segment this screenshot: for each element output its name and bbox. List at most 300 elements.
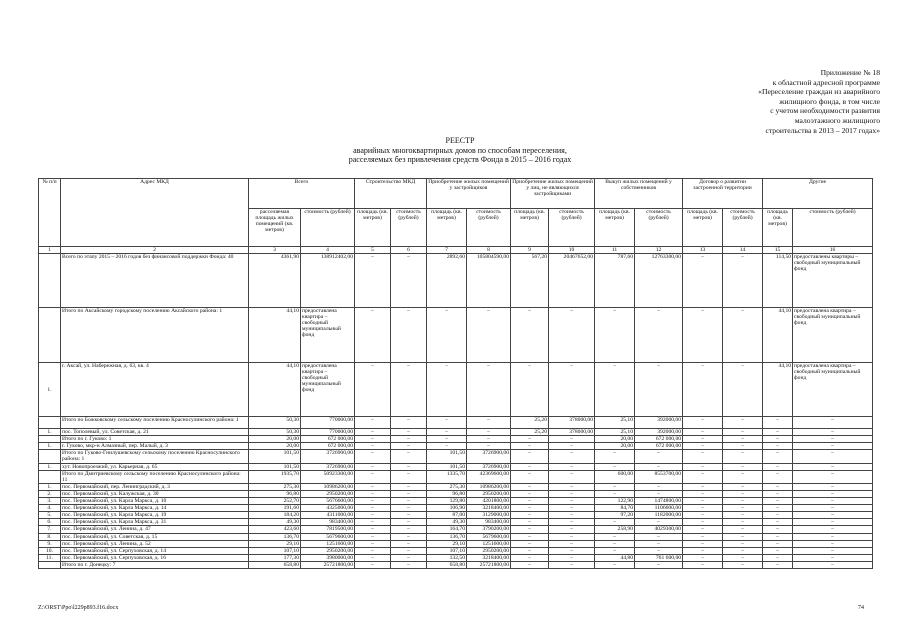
table-row	[39, 436, 873, 443]
purchase-nonbuilders-cost: –	[549, 483, 595, 490]
other-cost: –	[793, 429, 873, 436]
buyout-cost: 672 000,00	[635, 443, 683, 450]
other-cost: –	[793, 547, 873, 554]
buyout-cost: 8553700,00	[635, 470, 683, 483]
purchase-nonbuilders-cost: –	[549, 498, 595, 505]
buyout-cost: –	[635, 308, 683, 363]
construction-area: –	[355, 254, 391, 308]
construction-area: –	[355, 526, 391, 533]
subheader-area: площадь (кв. метров)	[427, 209, 467, 247]
row-address: Итого по Гуково-Гнилушевскому сельскому поселению Красносулинского района: 1	[61, 450, 249, 463]
territory-cost: –	[723, 308, 763, 363]
table-row	[39, 540, 873, 547]
total-cost: предоставлена квартира – свободный муниципальный фонд	[301, 363, 355, 417]
construction-cost: –	[391, 363, 427, 417]
subheader-area: площадь (кв. метров)	[355, 209, 391, 247]
territory-cost: –	[723, 463, 763, 470]
purchase-nonbuilders-area: –	[511, 443, 549, 450]
row-number: 10.	[39, 547, 61, 554]
buyout-cost: 761 600,00	[635, 554, 683, 561]
total-area: 423,60	[249, 526, 301, 533]
registry-table	[38, 178, 873, 569]
territory-cost: –	[723, 450, 763, 463]
purchase-builders-cost: –	[467, 308, 511, 363]
purchase-builders-cost: 3790200,00	[467, 526, 511, 533]
purchase-builders-area: 29,10	[427, 540, 467, 547]
buyout-area: –	[595, 463, 635, 470]
subheader-cost: стоимость (рублей)	[301, 209, 355, 247]
purchase-nonbuilders-cost: –	[549, 450, 595, 463]
construction-area: –	[355, 429, 391, 436]
total-cost: 7819500,00	[301, 526, 355, 533]
construction-area: –	[355, 540, 391, 547]
buyout-cost: –	[635, 363, 683, 417]
row-number	[39, 254, 61, 308]
territory-cost: –	[723, 540, 763, 547]
territory-area: –	[683, 490, 723, 497]
buyout-cost: –	[635, 519, 683, 526]
subheader-cost: стоимость (рублей)	[467, 209, 511, 247]
total-cost: 4325000,00	[301, 505, 355, 512]
purchase-builders-area: 96,80	[427, 490, 467, 497]
row-address: пос. Первомайский, пер. Ленинградский, д. 3	[61, 483, 249, 490]
row-address: пос. Первомайский, ул. Карла Маркса, д. 19	[61, 512, 249, 519]
buyout-area: –	[595, 540, 635, 547]
other-area: 44,10	[763, 308, 793, 363]
subheader-cost: стоимость (рублей)	[793, 209, 873, 247]
other-area: –	[763, 498, 793, 505]
purchase-nonbuilders-cost: –	[549, 540, 595, 547]
construction-area: –	[355, 498, 391, 505]
column-number: 6	[391, 247, 427, 254]
buyout-area: 84,70	[595, 505, 635, 512]
table-row	[39, 470, 873, 483]
row-number	[39, 308, 61, 363]
row-address: Итого по Аксайскому городскому поселению Аксайского района: 1	[61, 308, 249, 363]
table-row	[39, 554, 873, 561]
territory-cost: –	[723, 443, 763, 450]
other-area: –	[763, 533, 793, 540]
territory-area: –	[683, 417, 723, 429]
header-purchase-builders: Приобретение жилых помещений у застройщиков	[427, 179, 511, 209]
purchase-builders-cost: 5679600,00	[467, 533, 511, 540]
purchase-builders-cost: –	[467, 429, 511, 436]
construction-area: –	[355, 533, 391, 540]
header-no: № п/п	[39, 179, 61, 247]
other-area: –	[763, 519, 793, 526]
other-area: –	[763, 561, 793, 568]
territory-cost: –	[723, 512, 763, 519]
table-row	[39, 450, 873, 463]
purchase-nonbuilders-area: –	[511, 561, 549, 568]
appendix-line: строительства в 2013 – 2017 годах»	[765, 125, 880, 135]
total-cost: 50923300,00	[301, 470, 355, 483]
purchase-nonbuilders-area: –	[511, 483, 549, 490]
header-construction: Строительство МКД	[355, 179, 427, 209]
purchase-builders-cost: –	[467, 417, 511, 429]
territory-area: –	[683, 429, 723, 436]
row-address: пос. Первомайский, ул. Карла Маркса, д. 14	[61, 505, 249, 512]
row-address: пос. Первомайский, ул. Серпуховская, д. 16	[61, 554, 249, 561]
total-area: 101,50	[249, 463, 301, 470]
total-cost: 5679600,00	[301, 533, 355, 540]
construction-area: –	[355, 561, 391, 568]
other-cost: –	[793, 498, 873, 505]
territory-cost: –	[723, 254, 763, 308]
appendix-block	[660, 68, 880, 135]
purchase-nonbuilders-cost: –	[549, 490, 595, 497]
purchase-builders-cost: 2950200,00	[467, 490, 511, 497]
construction-cost: –	[391, 561, 427, 568]
other-cost: предоставлена квартира – свободный муниципальный фонд	[793, 308, 873, 363]
other-cost: –	[793, 540, 873, 547]
other-cost: –	[793, 519, 873, 526]
column-number: 12	[635, 247, 683, 254]
total-area: 96,80	[249, 490, 301, 497]
purchase-nonbuilders-cost: –	[549, 512, 595, 519]
purchase-builders-cost: 3129000,00	[467, 512, 511, 519]
total-cost: 25721800,00	[301, 561, 355, 568]
subheader-area: площадь (кв. метров)	[595, 209, 635, 247]
purchase-builders-area: 2892,60	[427, 254, 467, 308]
other-area: –	[763, 483, 793, 490]
territory-area: –	[683, 470, 723, 483]
purchase-builders-cost: –	[467, 443, 511, 450]
purchase-nonbuilders-area: –	[511, 533, 549, 540]
purchase-nonbuilders-cost: –	[549, 533, 595, 540]
purchase-nonbuilders-area: –	[511, 363, 549, 417]
construction-area: –	[355, 363, 391, 417]
purchase-builders-area: 49,30	[427, 519, 467, 526]
total-area: 101,50	[249, 450, 301, 463]
title-line: расселяемых без привлечения средств Фонда в 2015 – 2016 годах	[348, 155, 572, 165]
purchase-nonbuilders-cost: –	[549, 554, 595, 561]
other-cost: –	[793, 443, 873, 450]
territory-area: –	[683, 254, 723, 308]
row-number: 6.	[39, 519, 61, 526]
other-area: –	[763, 547, 793, 554]
purchase-builders-area: –	[427, 417, 467, 429]
purchase-builders-cost: –	[467, 436, 511, 443]
purchase-nonbuilders-cost: 20467652,00	[549, 254, 595, 308]
territory-cost: –	[723, 490, 763, 497]
other-cost: предоставлена квартира – свободный муниципальный фонд	[793, 363, 873, 417]
table-row	[39, 363, 873, 417]
purchase-nonbuilders-area: –	[511, 490, 549, 497]
territory-area: –	[683, 561, 723, 568]
purchase-nonbuilders-area: –	[511, 554, 549, 561]
purchase-nonbuilders-area: –	[511, 512, 549, 519]
total-area: 252,70	[249, 498, 301, 505]
buyout-area: –	[595, 483, 635, 490]
row-number: 1.	[39, 363, 61, 417]
purchase-builders-area: 132,50	[427, 554, 467, 561]
total-cost: 3980000,00	[301, 554, 355, 561]
buyout-area: –	[595, 547, 635, 554]
total-cost: 672 000,00	[301, 436, 355, 443]
total-cost: 2950200,00	[301, 547, 355, 554]
purchase-builders-cost: 10986200,00	[467, 483, 511, 490]
construction-area: –	[355, 554, 391, 561]
total-area: 29,10	[249, 540, 301, 547]
construction-cost: –	[391, 540, 427, 547]
buyout-area: 25,10	[595, 417, 635, 429]
total-cost: 4311000,00	[301, 512, 355, 519]
total-area: 44,10	[249, 363, 301, 417]
row-number: 1.	[39, 429, 61, 436]
purchase-builders-area: –	[427, 443, 467, 450]
row-address: пос. Первомайский, ул. Советская, д. 15	[61, 533, 249, 540]
total-cost: 983400,00	[301, 519, 355, 526]
column-number: 8	[467, 247, 511, 254]
buyout-area: 97,20	[595, 512, 635, 519]
construction-cost: –	[391, 490, 427, 497]
construction-area: –	[355, 490, 391, 497]
row-address: пос. Первомайский, ул. Калужская, д. 30	[61, 490, 249, 497]
purchase-nonbuilders-area: –	[511, 526, 549, 533]
construction-cost: –	[391, 436, 427, 443]
appendix-line: малоэтажного жилищного	[794, 115, 880, 125]
table-row	[39, 547, 873, 554]
other-cost: –	[793, 505, 873, 512]
row-number: 8.	[39, 533, 61, 540]
title-line: РЕЕСТР	[445, 136, 475, 145]
purchase-builders-area: 658,80	[427, 561, 467, 568]
subheader-area: площадь (кв. метров)	[763, 209, 793, 247]
row-number	[39, 436, 61, 443]
construction-cost: –	[391, 470, 427, 483]
total-area: 50,30	[249, 429, 301, 436]
row-number: 7.	[39, 526, 61, 533]
appendix-line: Приложение № 18	[820, 68, 880, 77]
total-cost: 2950200,00	[301, 490, 355, 497]
buyout-cost: –	[635, 540, 683, 547]
buyout-area: 122,90	[595, 498, 635, 505]
table-row	[39, 483, 873, 490]
purchase-nonbuilders-cost: –	[549, 470, 595, 483]
purchase-nonbuilders-cost: –	[549, 436, 595, 443]
other-cost: –	[793, 436, 873, 443]
purchase-nonbuilders-cost: –	[549, 463, 595, 470]
buyout-cost: 12763300,00	[635, 254, 683, 308]
column-number: 11	[595, 247, 635, 254]
purchase-nonbuilders-area: 567,20	[511, 254, 549, 308]
purchase-nonbuilders-cost: –	[549, 519, 595, 526]
column-number: 4	[301, 247, 355, 254]
purchase-builders-area: 164,70	[427, 526, 467, 533]
row-address: пос. Первомайский, ул. Карла Маркса, д. 31	[61, 519, 249, 526]
row-number: 11.	[39, 554, 61, 561]
purchase-nonbuilders-area: –	[511, 450, 549, 463]
header-purchase-nonbuilders: Приобретение жилых помещений у лиц, не являющихся застройщиками	[511, 179, 595, 209]
purchase-builders-area: 107,10	[427, 547, 467, 554]
construction-area: –	[355, 470, 391, 483]
header-address: Адрес МКД	[61, 179, 249, 247]
construction-cost: –	[391, 450, 427, 463]
purchase-builders-area: 275,30	[427, 483, 467, 490]
other-area: –	[763, 512, 793, 519]
other-cost: –	[793, 512, 873, 519]
territory-cost: –	[723, 554, 763, 561]
construction-cost: –	[391, 483, 427, 490]
subheader-area: площадь (кв. метров)	[511, 209, 549, 247]
construction-cost: –	[391, 526, 427, 533]
row-number: 5.	[39, 512, 61, 519]
column-number: 9	[511, 247, 549, 254]
purchase-nonbuilders-area: –	[511, 547, 549, 554]
other-cost: –	[793, 490, 873, 497]
buyout-area: 20,00	[595, 436, 635, 443]
purchase-builders-cost: 4201800,00	[467, 498, 511, 505]
document-title	[240, 136, 680, 165]
table-row	[39, 463, 873, 470]
total-area: 20,00	[249, 443, 301, 450]
territory-cost: –	[723, 417, 763, 429]
row-address: пос. Первомайский, ул. Ленина, д. 52	[61, 540, 249, 547]
row-address: Итого по г. Гуково: 1	[61, 436, 249, 443]
construction-area: –	[355, 463, 391, 470]
buyout-area: –	[595, 533, 635, 540]
total-cost: 770000,00	[301, 417, 355, 429]
total-area: 191,60	[249, 505, 301, 512]
purchase-nonbuilders-cost: –	[549, 547, 595, 554]
territory-area: –	[683, 505, 723, 512]
table-row	[39, 308, 873, 363]
table-row	[39, 417, 873, 429]
table-row	[39, 429, 873, 436]
territory-cost: –	[723, 561, 763, 568]
other-area: 44,10	[763, 363, 793, 417]
territory-area: –	[683, 547, 723, 554]
purchase-nonbuilders-area: 25,20	[511, 429, 549, 436]
table-row	[39, 561, 873, 568]
construction-area: –	[355, 547, 391, 554]
total-cost: 10986200,00	[301, 483, 355, 490]
other-cost: –	[793, 483, 873, 490]
purchase-builders-area: 101,50	[427, 463, 467, 470]
buyout-cost: –	[635, 483, 683, 490]
territory-cost: –	[723, 526, 763, 533]
territory-area: –	[683, 308, 723, 363]
territory-cost: –	[723, 429, 763, 436]
row-number: 1.	[39, 443, 61, 450]
purchase-nonbuilders-area: –	[511, 436, 549, 443]
buyout-area: 258,90	[595, 526, 635, 533]
total-cost: 138912402,00	[301, 254, 355, 308]
construction-area: –	[355, 308, 391, 363]
total-area: 177,30	[249, 554, 301, 561]
construction-cost: –	[391, 547, 427, 554]
row-number: 9.	[39, 540, 61, 547]
purchase-nonbuilders-area: 25,20	[511, 417, 549, 429]
buyout-area: –	[595, 450, 635, 463]
territory-cost: –	[723, 363, 763, 417]
territory-cost: –	[723, 483, 763, 490]
subheader-cost: стоимость (рублей)	[391, 209, 427, 247]
page-number: 74	[858, 605, 864, 611]
territory-area: –	[683, 436, 723, 443]
row-address: хут. Новопроезжий, ул. Карьерная, д. 65	[61, 463, 249, 470]
total-area: 136,70	[249, 533, 301, 540]
table-row	[39, 254, 873, 308]
row-number	[39, 450, 61, 463]
column-number: 1	[39, 247, 61, 254]
total-area: 184,20	[249, 512, 301, 519]
table-row	[39, 490, 873, 497]
buyout-cost: 392000,00	[635, 429, 683, 436]
territory-area: –	[683, 519, 723, 526]
column-number: 16	[793, 247, 873, 254]
total-area: 1935,70	[249, 470, 301, 483]
buyout-area: 600,00	[595, 470, 635, 483]
row-address: г. Аксай, ул. Набережная, д. 63, кв. 4	[61, 363, 249, 417]
purchase-nonbuilders-cost: –	[549, 561, 595, 568]
row-number: 4.	[39, 505, 61, 512]
total-area: 4361,90	[249, 254, 301, 308]
purchase-builders-area: 136,70	[427, 533, 467, 540]
construction-area: –	[355, 505, 391, 512]
total-area: 44,10	[249, 308, 301, 363]
other-cost: –	[793, 554, 873, 561]
purchase-builders-area: 101,50	[427, 450, 467, 463]
territory-area: –	[683, 540, 723, 547]
column-number: 5	[355, 247, 391, 254]
appendix-line: «Переселение граждан из аварийного	[758, 87, 880, 97]
construction-cost: –	[391, 308, 427, 363]
other-cost: –	[793, 526, 873, 533]
row-number: 1.	[39, 483, 61, 490]
buyout-cost: –	[635, 490, 683, 497]
territory-area: –	[683, 526, 723, 533]
column-numbers-row	[39, 247, 873, 254]
buyout-area: –	[595, 561, 635, 568]
total-area: 658,80	[249, 561, 301, 568]
row-address: пос. Первомайский, ул. Серпуховская, д. 14	[61, 547, 249, 554]
construction-cost: –	[391, 429, 427, 436]
other-cost: –	[793, 417, 873, 429]
subheader-area: площадь (кв. метров)	[683, 209, 723, 247]
other-area: –	[763, 443, 793, 450]
subheader-cost: стоимость (рублей)	[723, 209, 763, 247]
purchase-builders-area: 1335,70	[427, 470, 467, 483]
other-area: –	[763, 490, 793, 497]
purchase-nonbuilders-area: –	[511, 498, 549, 505]
construction-cost: –	[391, 254, 427, 308]
construction-area: –	[355, 417, 391, 429]
row-address: Итого по Божковскому сельскому поселению Красносулинского района: 1	[61, 417, 249, 429]
other-cost: –	[793, 470, 873, 483]
purchase-nonbuilders-cost: –	[549, 505, 595, 512]
row-address: пос. Первомайский, ул. Карла Маркса, д. 10	[61, 498, 249, 505]
other-area: –	[763, 470, 793, 483]
purchase-builders-cost: 3726900,00	[467, 450, 511, 463]
table-row	[39, 519, 873, 526]
construction-area: –	[355, 512, 391, 519]
buyout-cost: 1474800,00	[635, 498, 683, 505]
territory-area: –	[683, 463, 723, 470]
total-cost: предоставлена квартира – свободный муниципальный фонд	[301, 308, 355, 363]
buyout-cost: 1182000,00	[635, 512, 683, 519]
appendix-line: к областной адресной программе	[772, 77, 880, 87]
row-address: г. Гуково, мкр-н Алмазный, пер. Малый, д. 3	[61, 443, 249, 450]
purchase-nonbuilders-area: –	[511, 505, 549, 512]
territory-area: –	[683, 450, 723, 463]
construction-cost: –	[391, 417, 427, 429]
purchase-builders-cost: 25721800,00	[467, 561, 511, 568]
row-address: Итого по г. Донецку: 7	[61, 561, 249, 568]
construction-cost: –	[391, 463, 427, 470]
other-area: –	[763, 505, 793, 512]
